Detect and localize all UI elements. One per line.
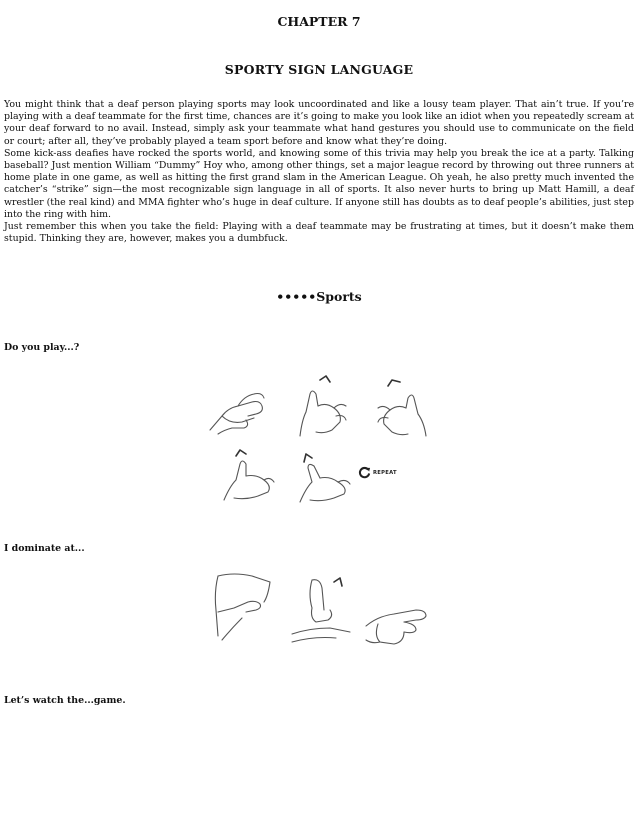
hand-sign-illustration (212, 572, 274, 644)
body-text (4, 99, 634, 245)
paragraph-2: Some kick-ass deafies have rocked the sports world, and knowing some of this trivia may help you break the ice at a party. Talking baseball? Just mention William “Dummy” Hoy who, among other things, set a major league record by throwing out three runners at home plate in one game, as well as hitting the first grand slam in the American League. Oh yeah, he also pretty much invented the catcher’s “strike” sign—the most recognizable sign language in all of sports. It also never hurts to bring up Matt Hamill, a deaf wrestler (the real kind) and MMA fighter who’s huge in deaf culture. If anyone still has doubts as to deaf people’s abilities, just step into the ring with him. (4, 147, 634, 220)
phrase-i-dominate: I dominate at... (4, 543, 85, 554)
repeat-icon (358, 466, 371, 479)
hand-sign-illustration (296, 448, 358, 504)
hand-sign-illustration (290, 574, 356, 644)
hand-sign-illustration (296, 372, 356, 438)
hand-sign-illustration (222, 444, 280, 502)
phrase-lets-watch: Let’s watch the...game. (4, 695, 126, 706)
hand-sign-illustration (372, 374, 430, 438)
hand-sign-illustration (208, 380, 270, 436)
chapter-title: SPORTY SIGN LANGUAGE (224, 62, 414, 77)
section-heading: •••••Sports (276, 289, 362, 304)
phrase-do-you-play: Do you play...? (4, 342, 80, 353)
hand-sign-illustration (364, 600, 430, 648)
repeat-label: REPEAT (373, 469, 397, 476)
repeat-badge (358, 466, 397, 479)
chapter-number: CHAPTER 7 (277, 14, 361, 29)
paragraph-1: You might think that a deaf person playing sports may look uncoordinated and like a lousy team player. That ain’t true. If you’re playing with a deaf teammate for the first time, chances are it’s going to make you look like an idiot when you repeatedly scream at your deaf forward to no avail. Instead, simply ask your teammate what hand gestures you should use to communicate on the field or court; after all, they’ve probably played a team sport before and know what they’re doing. (4, 99, 634, 147)
paragraph-3: Just remember this when you take the field: Playing with a deaf teammate may be frustrating at times, but it doesn’t make them stupid. Thinking they are, however, makes you a dumbfuck. (4, 221, 634, 245)
